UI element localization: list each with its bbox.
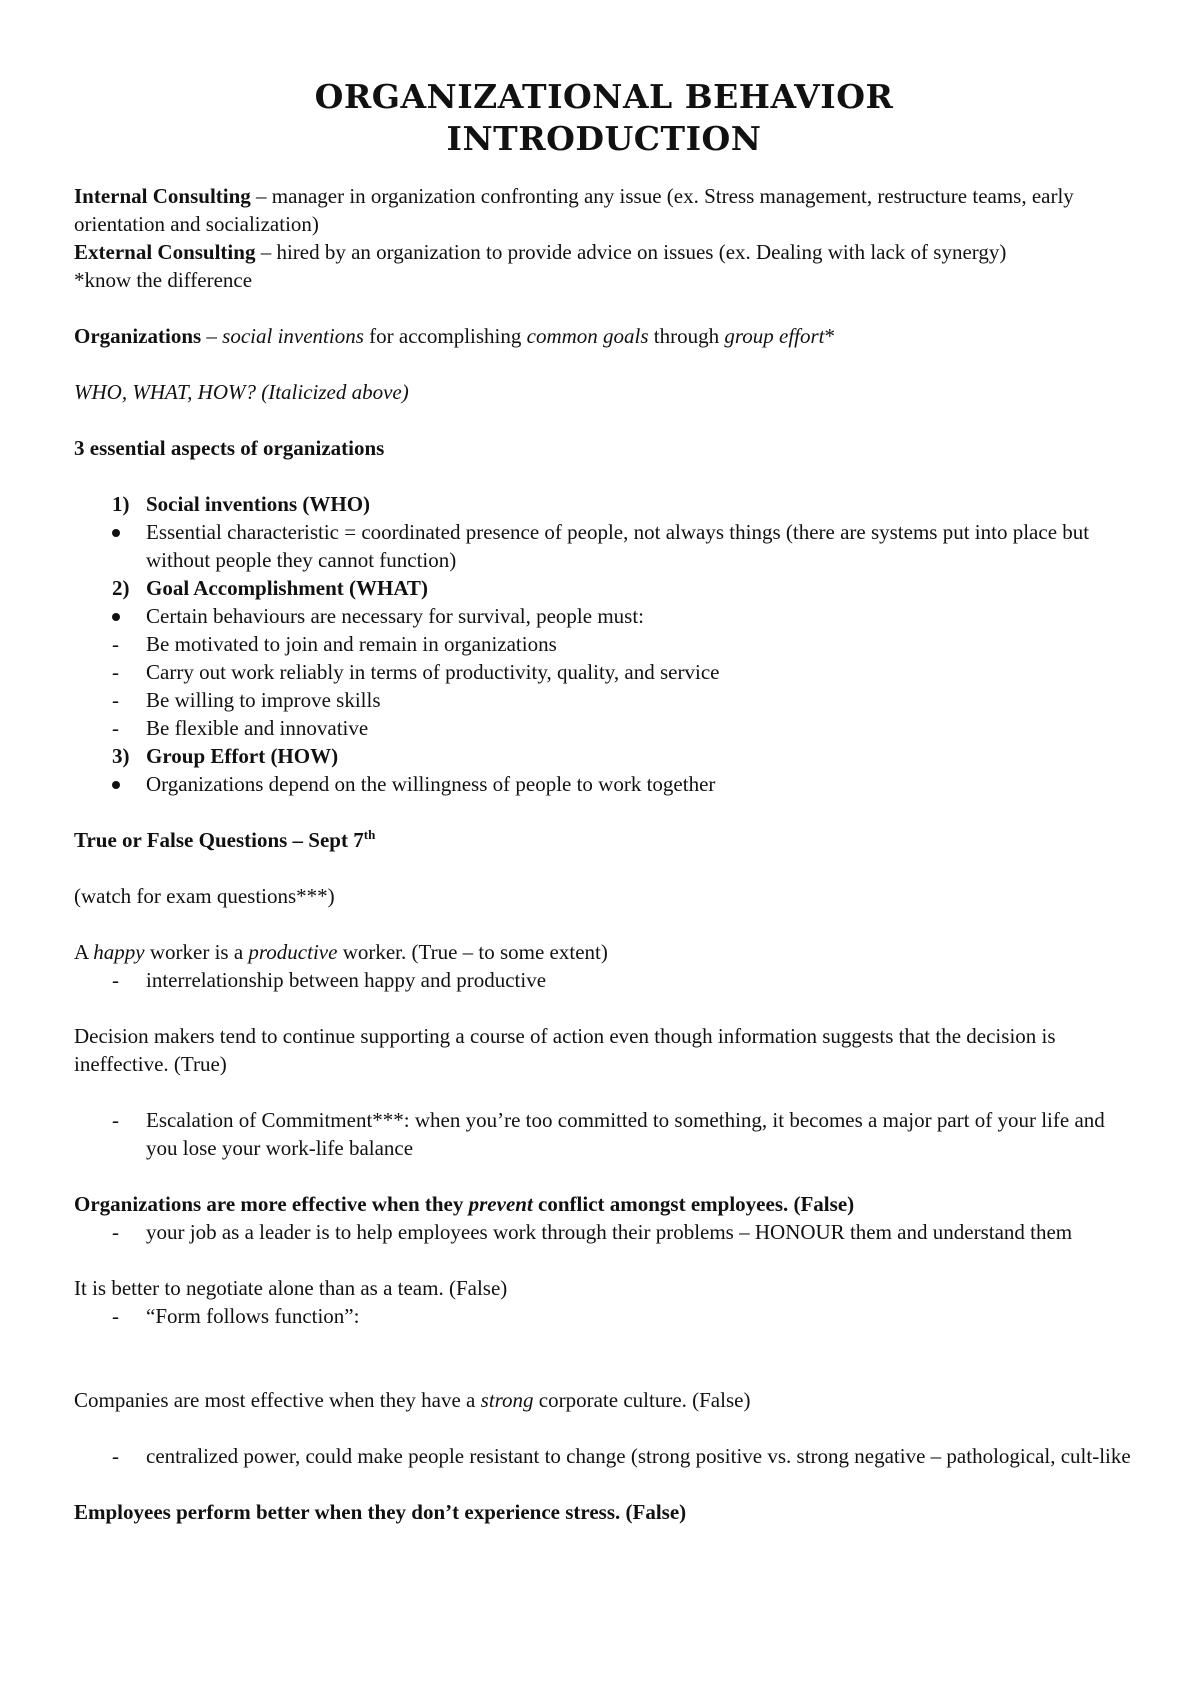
emphasis-happy: happy — [93, 940, 145, 964]
dash-marker: - — [112, 688, 119, 712]
who-what-how-note: WHO, WHAT, HOW? (Italicized above) — [74, 380, 409, 404]
dash-marker: - — [112, 632, 119, 656]
dash-text: interrelationship between happy and productive — [146, 968, 547, 992]
know-difference-note: *know the difference — [74, 268, 253, 292]
definition-text: for accomplishing — [363, 324, 527, 348]
list-number: 2) — [112, 576, 130, 600]
internal-consulting-definition: – manager in organization confronting any issue (ex. Stress management, restructure teams, early orientation and socialization) — [74, 184, 1074, 236]
title-line-2: INTRODUCTION — [446, 119, 762, 158]
dash-marker: - — [112, 1108, 119, 1132]
bullet-text: Organizations depend on the willingness of people to work together — [146, 772, 716, 796]
organizations-definition — [74, 322, 1134, 350]
aspect-2-heading — [74, 574, 1134, 602]
dash-item — [74, 1106, 1134, 1162]
bullet-text: Essential characteristic = coordinated presence of people, not always things (there are systems put into place but without people they cannot function) — [146, 520, 1090, 572]
question-6: Employees perform better when they don’t experience stress. (False) — [74, 1500, 687, 1524]
dash-item — [74, 686, 1134, 714]
dash-marker: - — [112, 1220, 119, 1244]
social-inventions-phrase: social inventions — [222, 324, 364, 348]
document-title — [74, 76, 1134, 160]
dash-marker: - — [112, 968, 119, 992]
watch-note: (watch for exam questions***) — [74, 884, 335, 908]
dash-text: your job as a leader is to help employees work through their problems – HONOUR them and understand them — [146, 1220, 1073, 1244]
emphasis-productive: productive — [248, 940, 338, 964]
dash-text: Escalation of Commitment***: when you’re too committed to something, it becomes a major part of your life and you lose your work-life balance — [146, 1108, 1105, 1160]
document-page — [74, 70, 1134, 1526]
dash-item — [74, 1442, 1134, 1470]
emphasis-prevent: prevent — [468, 1192, 533, 1216]
dash-text: centralized power, could make people resistant to change (strong positive vs. strong negative – pathological, cult-like — [146, 1444, 1131, 1468]
dash-item — [74, 1218, 1134, 1246]
title-line-1: ORGANIZATIONAL BEHAVIOR — [314, 77, 894, 116]
dash-marker: - — [112, 660, 119, 684]
dash-item — [74, 1302, 1134, 1330]
common-goals-phrase: common goals — [526, 324, 649, 348]
dash-text: Be willing to improve skills — [146, 688, 381, 712]
question-text: conflict amongst employees. (False) — [532, 1192, 855, 1216]
dash-marker: - — [112, 1444, 119, 1468]
bullet-item — [74, 770, 1134, 798]
question-text: worker is a — [144, 940, 249, 964]
dash-text: Carry out work reliably in terms of productivity, quality, and service — [146, 660, 720, 684]
question-text: Organizations are more effective when they — [74, 1192, 469, 1216]
aspect-title: Group Effort (HOW) — [146, 744, 339, 768]
aspect-title: Social inventions (WHO) — [146, 492, 371, 516]
aspect-1-heading — [74, 490, 1134, 518]
dash-item — [74, 714, 1134, 742]
question-1 — [74, 938, 1134, 966]
emphasis-strong: strong — [480, 1388, 534, 1412]
internal-consulting-term: Internal Consulting — [74, 184, 251, 208]
dash-marker: - — [112, 1304, 119, 1328]
question-text: A — [74, 940, 94, 964]
aspects-heading: 3 essential aspects of organizations — [74, 436, 385, 460]
dash-text: “Form follows function”: — [146, 1304, 360, 1328]
dash-text: Be motivated to join and remain in organizations — [146, 632, 557, 656]
question-3 — [74, 1190, 1134, 1218]
true-false-heading — [74, 826, 1134, 854]
question-text: corporate culture. (False) — [533, 1388, 751, 1412]
internal-consulting-paragraph — [74, 182, 1134, 238]
external-consulting-definition: – hired by an organization to provide advice on issues (ex. Dealing with lack of synergy) — [255, 240, 1007, 264]
bullet-item — [74, 518, 1134, 574]
bullet-text: Certain behaviours are necessary for survival, people must: — [146, 604, 645, 628]
definition-text: through — [648, 324, 725, 348]
group-effort-phrase: group effort — [724, 324, 825, 348]
definition-dash: – — [201, 324, 223, 348]
aspect-3-heading — [74, 742, 1134, 770]
list-number: 1) — [112, 492, 130, 516]
question-text: worker. (True – to some extent) — [337, 940, 608, 964]
dash-item — [74, 658, 1134, 686]
external-consulting-term: External Consulting — [74, 240, 256, 264]
true-false-heading-text: True or False Questions – Sept 7 — [74, 828, 364, 852]
heading-superscript: th — [363, 827, 376, 842]
dash-item — [74, 966, 1134, 994]
bullet-item — [74, 602, 1134, 630]
aspect-title: Goal Accomplishment (WHAT) — [146, 576, 428, 600]
definition-star: * — [824, 324, 836, 348]
question-text: Companies are most effective when they have a — [74, 1388, 481, 1412]
external-consulting-paragraph — [74, 238, 1134, 266]
dash-text: Be flexible and innovative — [146, 716, 369, 740]
list-number: 3) — [112, 744, 130, 768]
dash-marker: - — [112, 716, 119, 740]
organizations-term: Organizations — [74, 324, 202, 348]
question-4: It is better to negotiate alone than as a team. (False) — [74, 1276, 508, 1300]
dash-item — [74, 630, 1134, 658]
question-5 — [74, 1386, 1134, 1414]
question-2: Decision makers tend to continue supporting a course of action even though information suggests that the decision is ineffective. (True) — [74, 1024, 1056, 1076]
